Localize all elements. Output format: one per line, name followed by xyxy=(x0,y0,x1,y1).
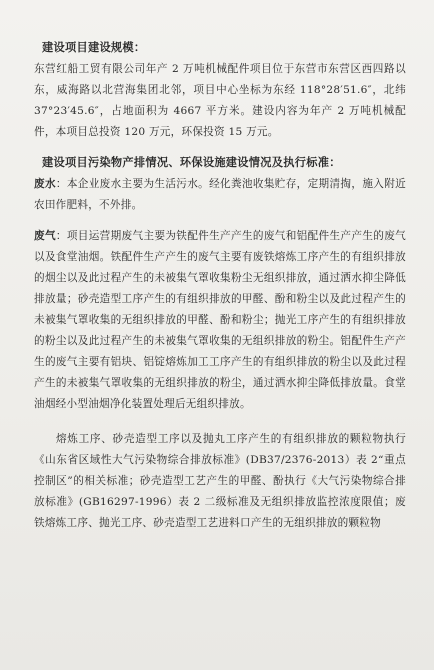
paragraph-exhaust xyxy=(34,226,406,415)
paragraph-wastewater xyxy=(34,174,406,216)
paragraph-scale: 东营红船工贸有限公司年产 2 万吨机械配件项目位于东营市东营区西四路以东，威海路以北营海集团北邻，项目中心坐标为东经 118°28′51.6″，北纬 37°23′45.6″，占地面积为 4667 平方米。建设内容为年产 2 万吨机械配件，本项目总投资 120 万元，环保投资 15 万元。 xyxy=(34,63,406,138)
section-heading-pollution: 建设项目污染物产排情况、环保设施建设情况及执行标准： xyxy=(42,155,341,169)
wastewater-label: 废水 xyxy=(34,178,56,190)
wastewater-text: ：本企业废水主要为生活污水。经化粪池收集贮存，定期清掏，施入附近农田作肥料，不外排。 xyxy=(34,178,406,211)
exhaust-label: 废气 xyxy=(34,230,56,242)
paragraph-standards: 熔炼工序、砂壳造型工序以及抛丸工序产生的有组织排放的颗粒物执行《山东省区域性大气污染物综合排放标准》(DB37/2376-2013）表 2“重点控制区”的相关标准；砂壳造型工艺产生的甲醛、酚执行《大气污染物综合排放标准》(GB16297-1996）表 2 二级标准及无组织排放监控浓度限值；废铁熔炼工序、抛光工序、砂壳造型工艺进料口产生的无组织排放的颗粒物 xyxy=(34,433,406,529)
section-heading-scale: 建设项目建设规模： xyxy=(42,40,146,54)
exhaust-text: ：项目运营期废气主要为铁配件生产产生的废气和铝配件生产产生的废气以及食堂油烟。铁配件生产产生的废气主要有废铁熔炼工序产生的有组织排放的烟尘以及此过程产生的未被集气罩收集粉尘无组织排放，通过洒水抑尘降低排放量；砂壳造型工序产生的有组织排放的甲醛、酚和粉尘以及此过程产生的未被集气罩收集的无组织排放的甲醛、酚和粉尘；抛光工序产生的有组织排放的粉尘以及此过程产生的未被集气罩收集的无组织排放的粉尘。铝配件生产产生的废气主要有铝块、铝锭熔炼加工工序产生的有组织排放的粉尘以及此过程产生的未被集气罩收集的无组织排放的粉尘，通过洒水抑尘降低排放量。食堂油烟经小型油烟净化装置处理后无组织排放。 xyxy=(34,230,406,410)
